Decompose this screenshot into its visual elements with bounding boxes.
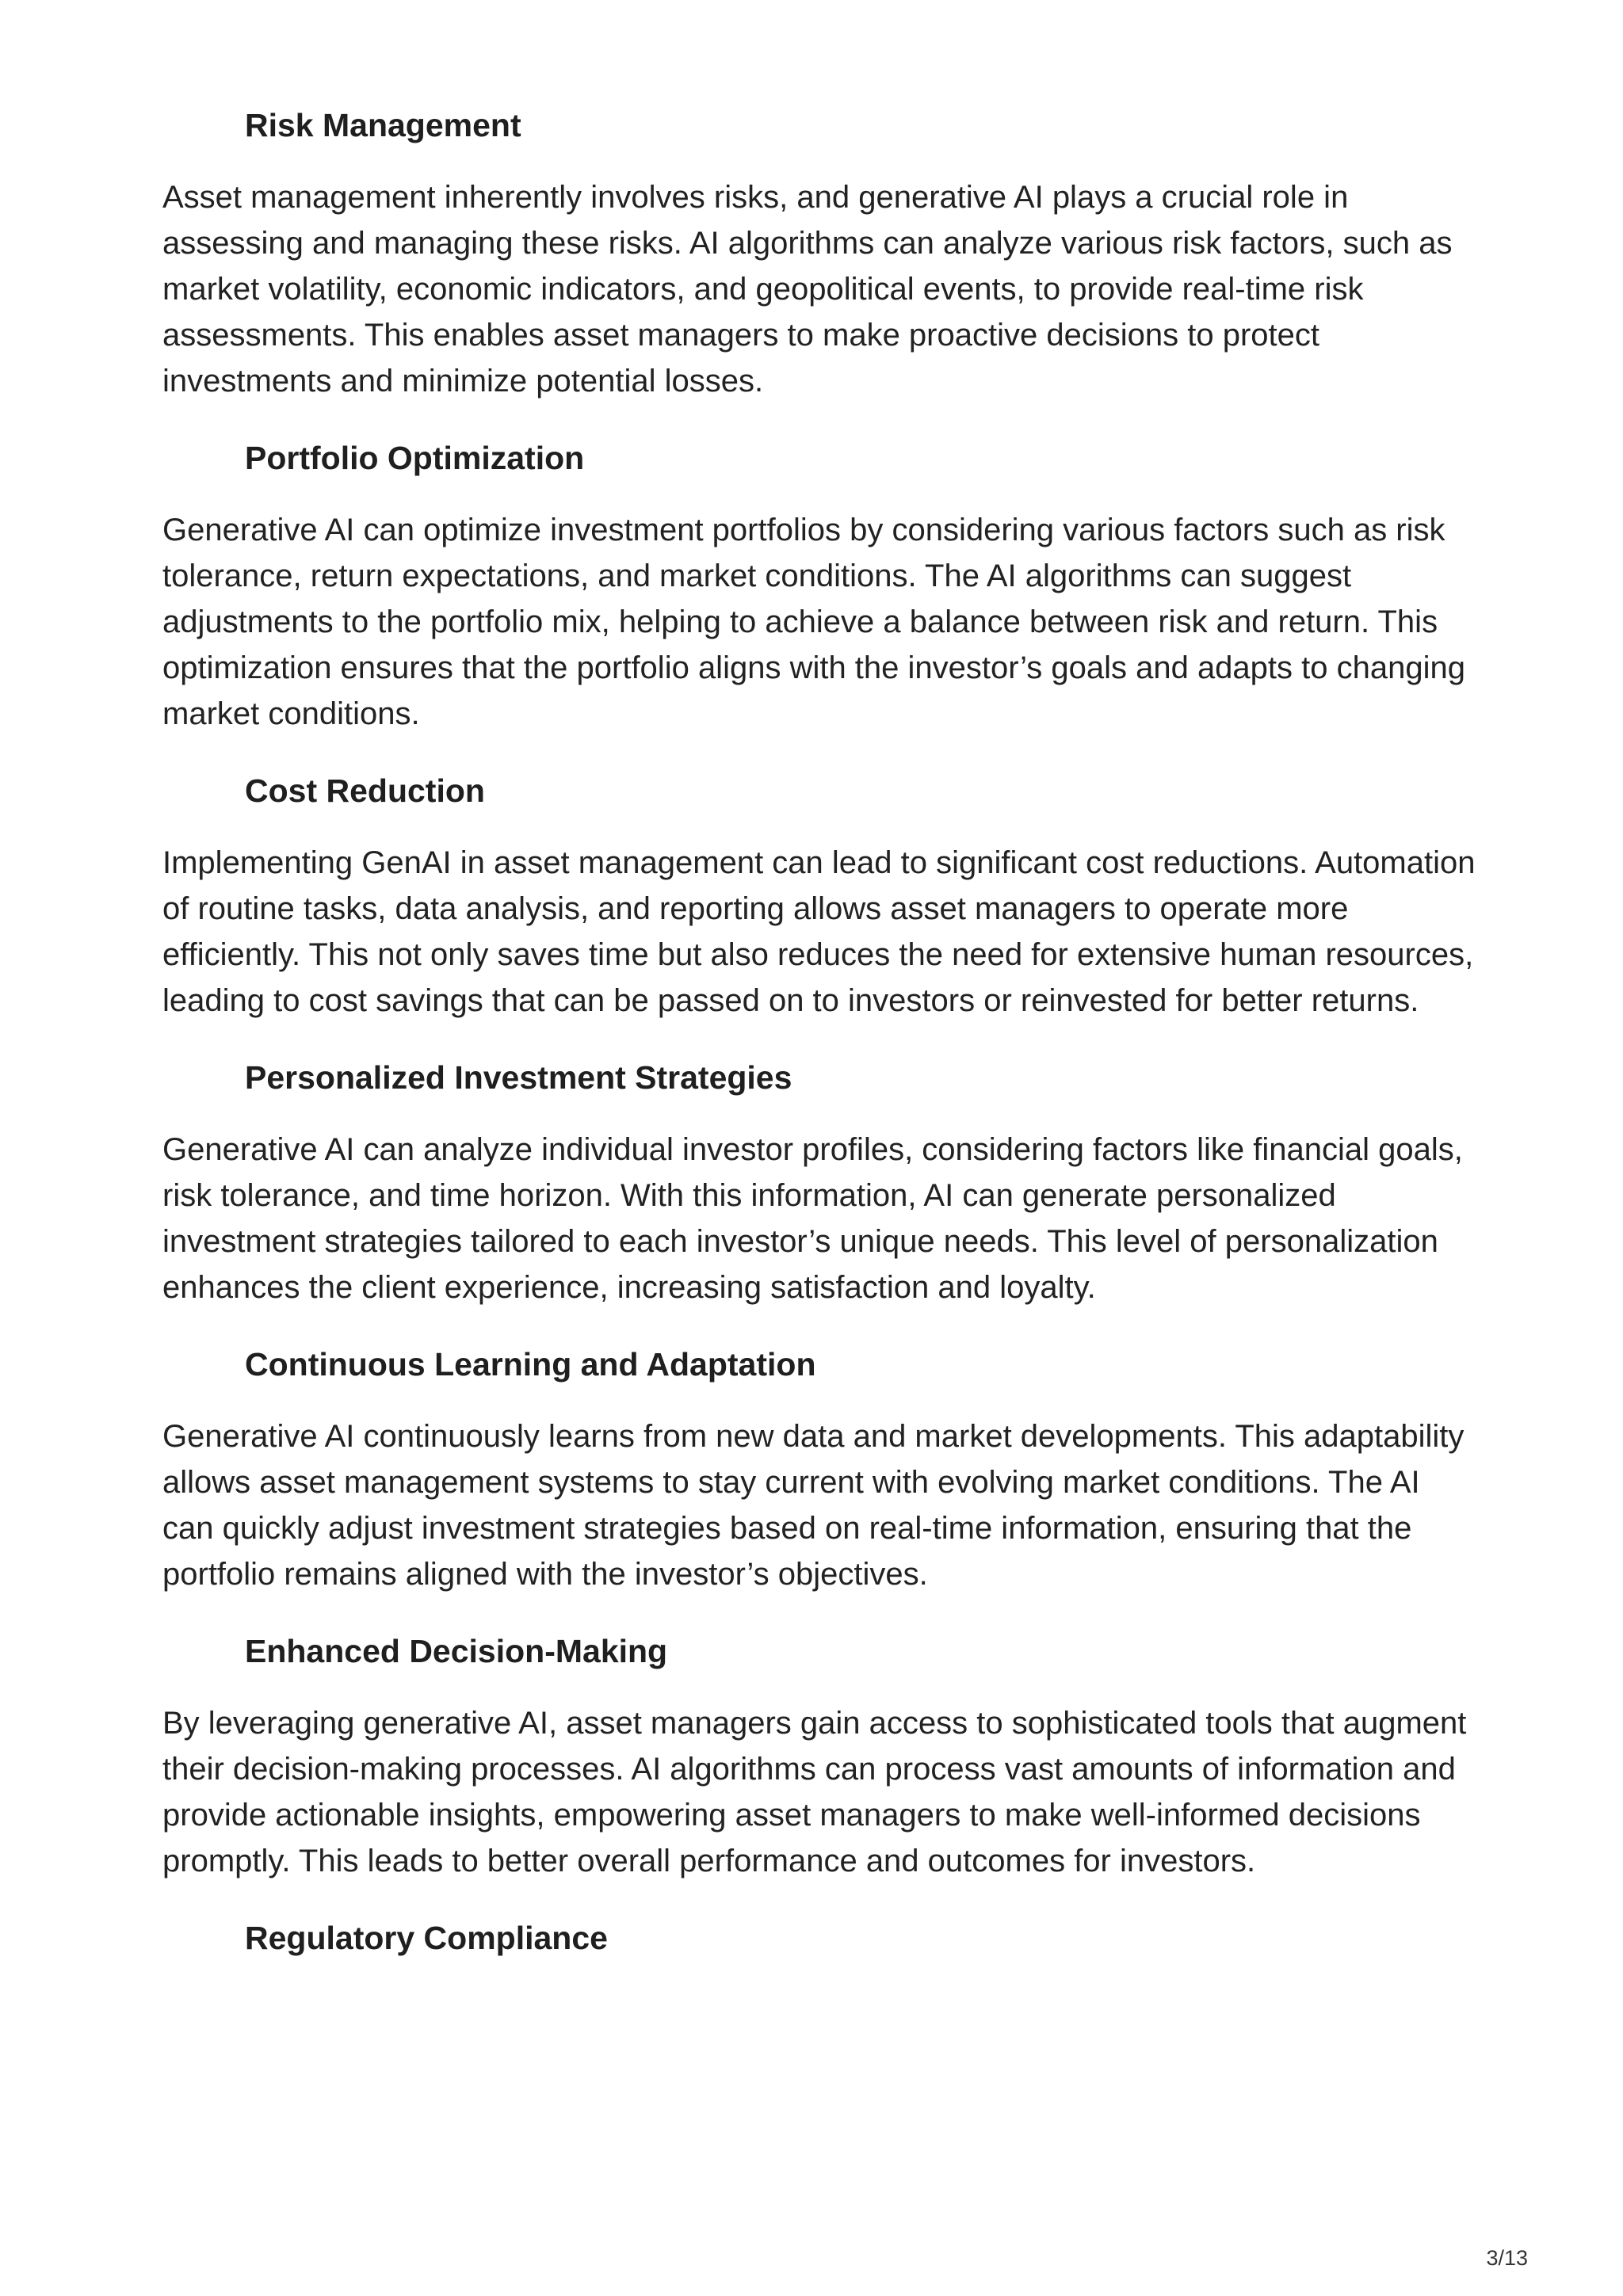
section-heading-enhanced-decision-making: Enhanced Decision-Making [245,1633,668,1669]
section-body-risk-management: Asset management inherently involves risks, and generative AI plays a crucial role in assessing and managing these risks. AI algorithms can analyze various risk factors, such as market volatility, economic indicators, and geopolitical events, to provide real-time risk assessments. This enables asset managers to make proactive decisions to protect investments and minimize potential losses. [162,180,1453,399]
section-body-portfolio-optimization: Generative AI can optimize investment portfolios by considering various factors such as risk tolerance, return expectations, and market conditions. The AI algorithms can suggest adjustments to the portfolio mix, helping to achieve a balance between risk and return. This optimization ensures that the portfolio aligns with the investor’s goals and adapts to changing market conditions. [162,513,1465,731]
section-heading-continuous-learning: Continuous Learning and Adaptation [245,1346,816,1383]
section-heading-risk-management: Risk Management [245,107,521,143]
section-heading-cost-reduction: Cost Reduction [245,772,485,809]
section-body-enhanced-decision-making: By leveraging generative AI, asset managers gain access to sophisticated tools that augment their decision-making processes. AI algorithms can process vast amounts of information and provide actionable insights, empowering asset managers to make well-informed decisions promptly. This leads to better overall performance and outcomes for investors. [162,1706,1467,1878]
section-heading-regulatory-compliance: Regulatory Compliance [245,1920,608,1956]
document-page [162,103,1478,1960]
section-body-cost-reduction: Implementing GenAI in asset management can lead to significant cost reductions. Automation of routine tasks, data analysis, and reporting allows asset managers to operate more efficiently. This not only saves time but also reduces the need for extensive human resources, leading to cost savings that can be passed on to investors or reinvested for better returns. [162,845,1476,1018]
section-body-personalized-investment-strategies: Generative AI can analyze individual investor profiles, considering factors like financial goals, risk tolerance, and time horizon. With this information, AI can generate personalized investment strategies tailored to each investor’s unique needs. This level of personalization enhances the client experience, increasing satisfaction and loyalty. [162,1132,1463,1305]
section-heading-portfolio-optimization: Portfolio Optimization [245,440,585,476]
section-body-continuous-learning: Generative AI continuously learns from new data and market developments. This adaptability allows asset management systems to stay current with evolving market conditions. The AI can quickly adjust investment strategies based on real-time information, ensuring that the portfolio remains aligned with the investor’s objectives. [162,1419,1465,1592]
page-number: 3/13 [1486,2246,1528,2270]
section-heading-personalized-investment-strategies: Personalized Investment Strategies [245,1059,792,1096]
